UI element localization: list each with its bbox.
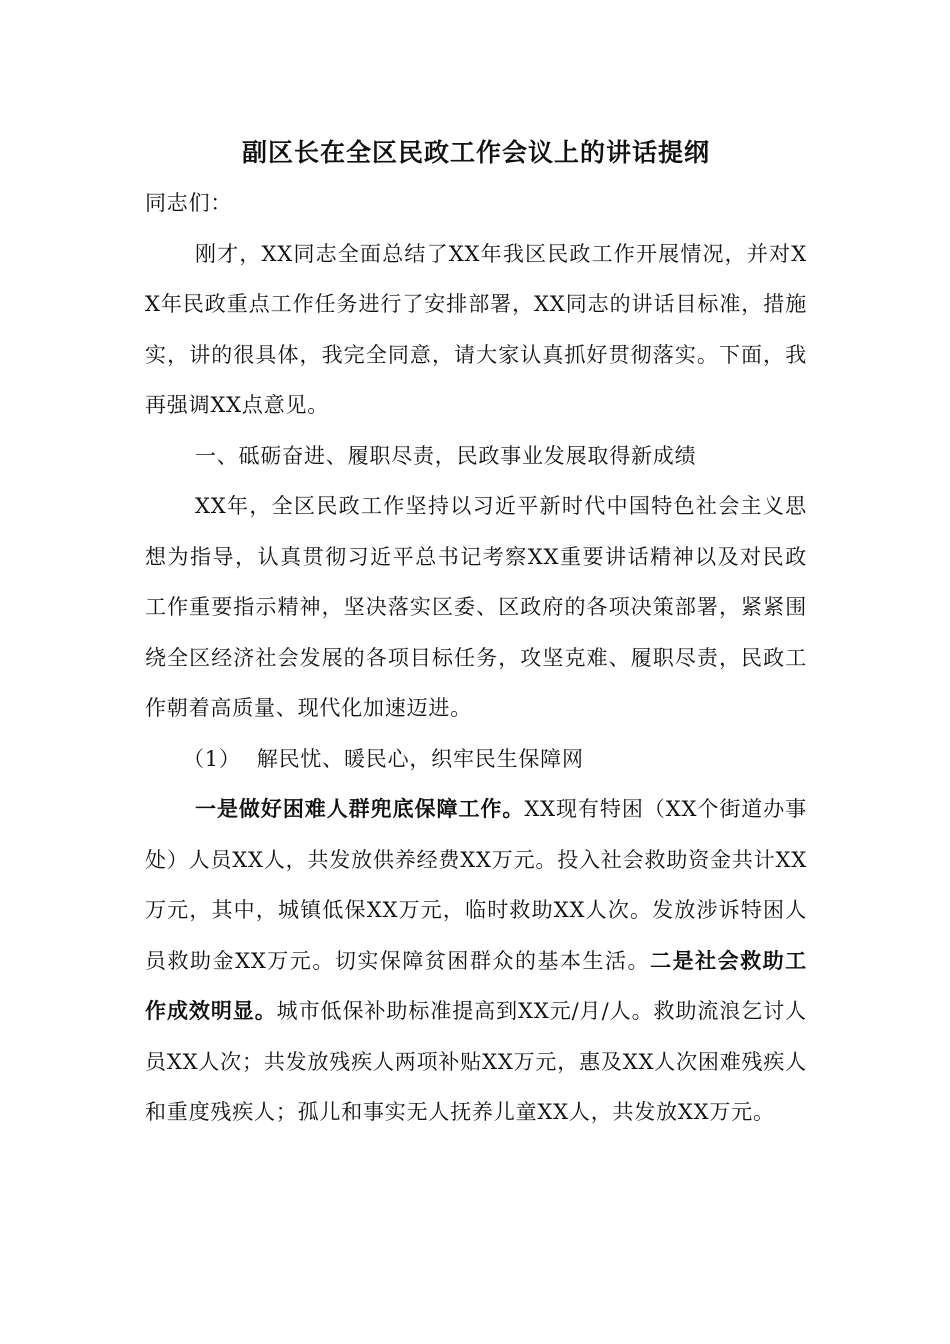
point-2-lead: 二是社会救助工作成效明显。 [145,947,807,1023]
intro-paragraph: 刚才，XX同志全面总结了XX年我区民政工作开展情况，并对XX年民政重点工作任务进行了安排部署，XX同志的讲话目标准，措施实，讲的很具体，我完全同意，请大家认真抓好贯彻落实。下面，我再强调XX点意见。 [145,241,807,417]
section-1-paragraph: XX年，全区民政工作坚持以习近平新时代中国特色社会主义思想为指导，认真贯彻习近平总书记考察XX重要讲话精神以及对民政工作重要指示精神，坚决落实区委、区政府的各项决策部署，紧紧围绕全区经济社会发展的各项目标任务，攻坚克难、履职尽责，民政工作朝着高质量、现代化加速迈进。 [145,494,807,720]
subsection-title: 解民忧、暖民心，织牢民生保障网 [256,746,584,771]
document-body [145,128,807,1138]
document-title: 副区长在全区民政工作会议上的讲话提纲 [241,138,710,167]
point-2-text: 城市低保补助标准提高到XX元/月/人。救助流浪乞讨人员XX人次；共发放残疾人两项补贴XX万元，惠及XX人次困难残疾人和重度残疾人；孤儿和事实无人抚养儿童XX人，共发放XX万元。 [145,999,807,1124]
section-heading-1: 一、砥砺奋进、履职尽责，民政事业发展取得新成绩 [195,443,697,468]
point-1-text: XX现有特困（XX个街道办事处）人员XX人，共发放供养经费XX万元。投入社会救助资金共计XX万元，其中，城镇低保XX万元，临时救助XX人次。发放涉诉特困人员救助金XX万元。切实保障贫困群众的基本生活。 [145,797,808,973]
subsection-heading-1 [145,734,807,785]
achievements-paragraph [145,784,807,1138]
point-1-lead: 一是做好困难人群兜底保障工作。 [195,796,525,821]
salutation: 同志们： [145,191,233,215]
subsection-number: （1） [183,746,241,771]
